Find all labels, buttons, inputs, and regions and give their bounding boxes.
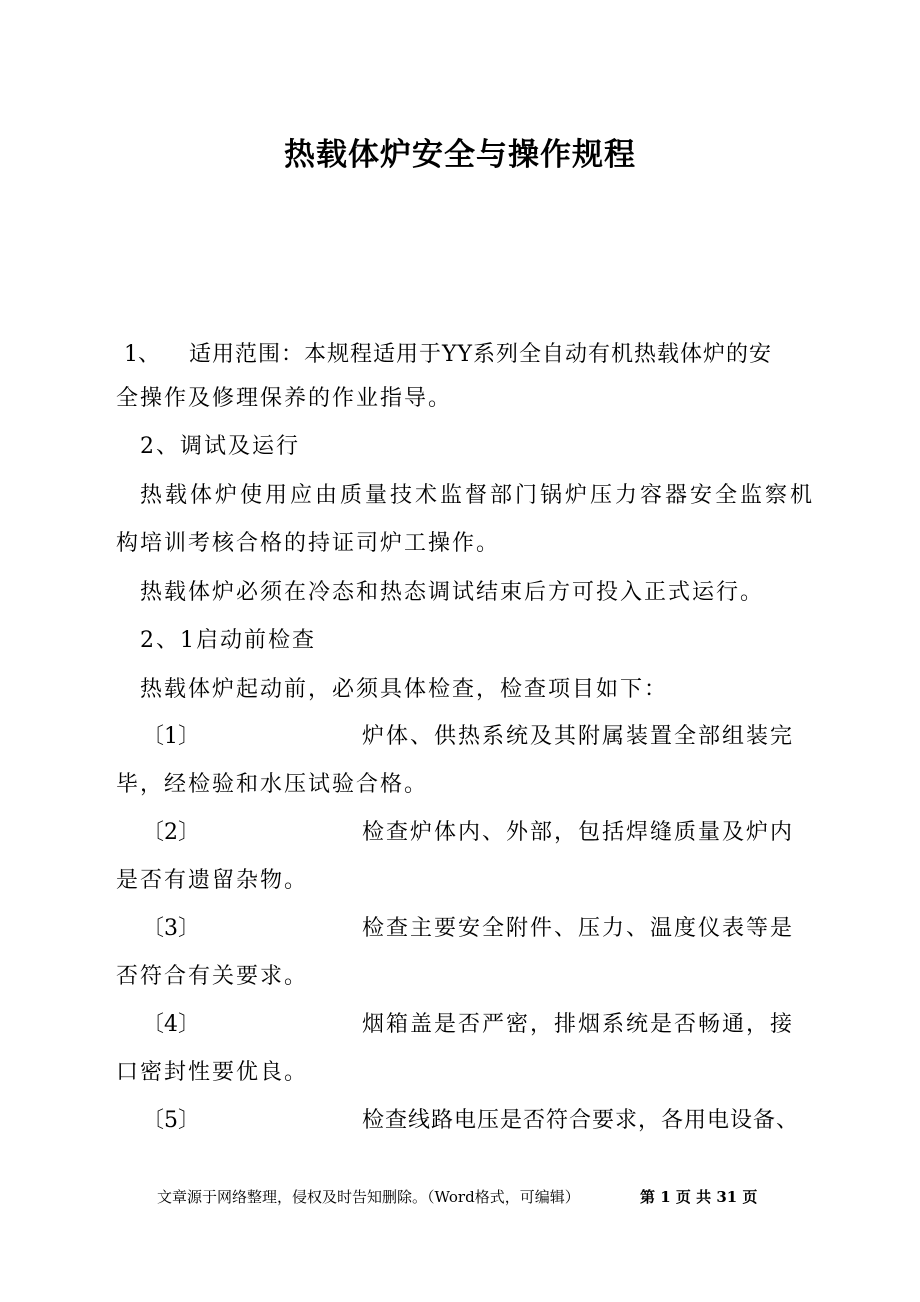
paragraph-2: 热载体炉必须在冷态和热态调试结束后方可投入正式运行。 — [140, 580, 765, 605]
paragraph-3: 热载体炉起动前，必须具体检查，检查项目如下： — [140, 677, 669, 702]
section-1-line-1: 适用范围：本规程适用于YY系列全自动有机热载体炉的安 — [189, 342, 773, 367]
footer-page-info: 第 1 页 共 31 页 — [640, 1188, 758, 1206]
item-4-line-2: 口密封性要优良。 — [116, 1060, 309, 1085]
item-3-line-1: 检查主要安全附件、压力、温度仪表等是 — [362, 916, 795, 941]
item-5-line-1: 检查线路电压是否符合要求，各用电设备、 — [362, 1108, 800, 1133]
document-title: 热载体炉安全与操作规程 — [284, 137, 636, 173]
item-4-line-1: 烟箱盖是否严密，排烟系统是否畅通，接 — [362, 1012, 795, 1037]
item-1-number: 〔1〕 — [142, 724, 200, 749]
footer-source-note: 文章源于网络整理，侵权及时告知删除。（Word格式，可编辑） — [157, 1188, 580, 1206]
section-1-number: 1、 — [124, 342, 160, 367]
item-2-number: 〔2〕 — [142, 820, 200, 845]
item-3-number: 〔3〕 — [142, 916, 200, 941]
item-5-number: 〔5〕 — [142, 1108, 200, 1133]
item-3-line-2: 否符合有关要求。 — [116, 964, 309, 989]
section-1-line-2: 全操作及修理保养的作业指导。 — [116, 386, 453, 411]
item-2-line-1: 检查炉体内、外部，包括焊缝质量及炉内 — [362, 820, 795, 845]
paragraph-1-line-2: 构培训考核合格的持证司炉工操作。 — [116, 531, 501, 556]
item-1-line-1: 炉体、供热系统及其附属装置全部组装完 — [362, 724, 795, 749]
item-4-number: 〔4〕 — [142, 1012, 200, 1037]
item-2-line-2: 是否有遗留杂物。 — [116, 868, 309, 893]
paragraph-1-line-1: 热载体炉使用应由质量技术监督部门锅炉压力容器安全监察机 — [140, 483, 816, 508]
section-2-heading: 2、调试及运行 — [140, 434, 300, 459]
section-2-1-heading: 2、1启动前检查 — [140, 628, 316, 653]
item-1-line-2: 毕，经检验和水压试验合格。 — [116, 772, 429, 797]
